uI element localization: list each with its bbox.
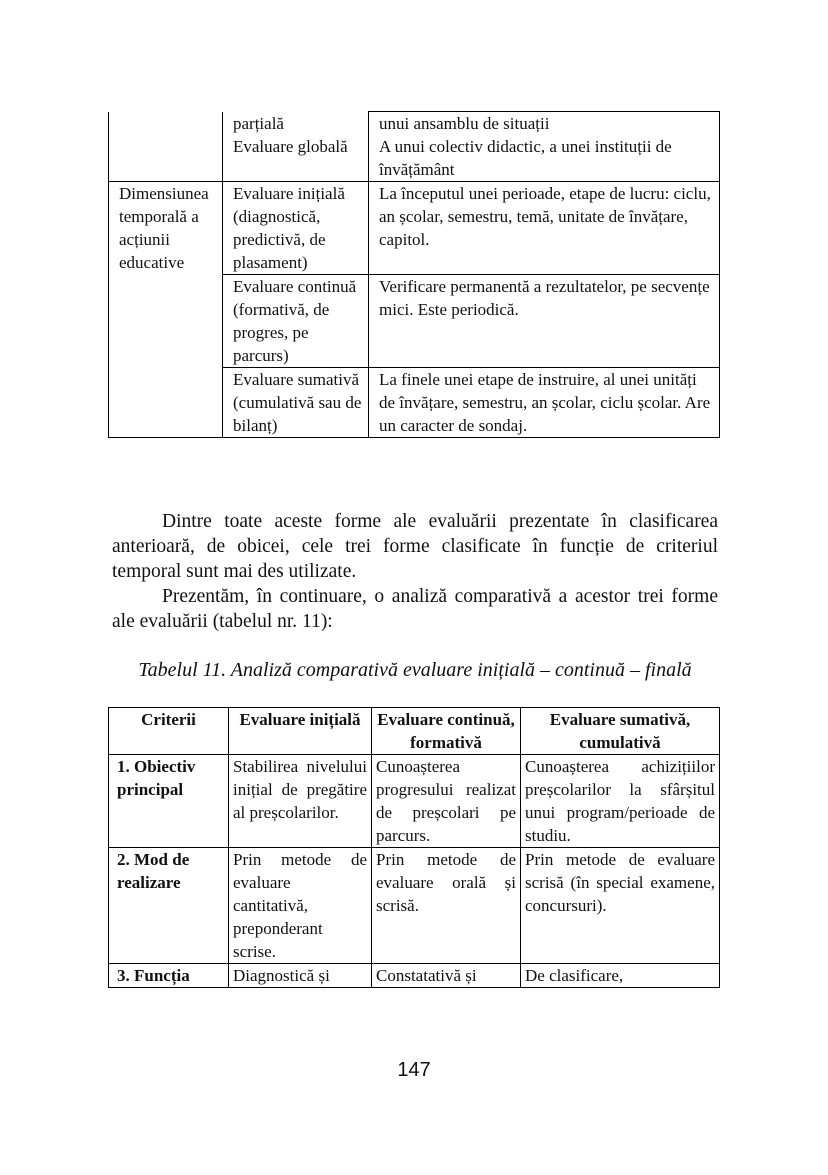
header-summative: Evaluare sumativă, cumulativă [521, 708, 720, 755]
header-criteria: Criterii [109, 708, 229, 755]
table-cell: Cunoașterea achizițiilor preșcolarilor la sfârșitul unui program/perioade de studiu. [521, 755, 720, 848]
criteria-cell: 3. Funcția [109, 964, 229, 988]
table-header-row [109, 708, 720, 755]
table-cell: La începutul unei perioade, etape de lucru: ciclu, an școlar, semestru, temă, unitate de învățare, capitol. [369, 182, 720, 275]
table-cell: La finele unei etape de instruire, al unei unități de învățare, semestru, an școlar, ciclu școlar. Are un caracter de sondaj. [369, 368, 720, 438]
criteria-cell: 2. Mod de realizare [109, 848, 229, 964]
table-cell: De clasificare, [521, 964, 720, 988]
paragraph-2-text: Prezentăm, în continuare, o analiză comparativă a acestor trei forme ale evaluării (tabelul nr. 11): [112, 586, 718, 632]
table-cell: Prin metode de evaluare orală și scrisă. [372, 848, 521, 964]
paragraph-2 [112, 584, 718, 634]
table-cell: parțială [223, 112, 369, 136]
header-continuous: Evaluare continuă, formativă [372, 708, 521, 755]
table-cell: Evaluare continuă (formativă, de progres, pe parcurs) [223, 275, 369, 368]
table-row [109, 135, 720, 182]
table-cell: A unui colectiv didactic, a unei instituții de învățământ [369, 135, 720, 182]
table-cell: unui ansamblu de situații [369, 112, 720, 136]
paragraph-1 [112, 509, 718, 584]
table-cell: Prin metode de evaluare cantitativă, preponderant scrise. [229, 848, 372, 964]
table-caption: Tabelul 11. Analiză comparativă evaluare inițială – continuă – finală [138, 659, 692, 681]
table-row [109, 182, 720, 275]
table-row [109, 112, 720, 136]
classification-table [108, 111, 720, 438]
table-cell: Evaluare inițială (diagnostică, predictivă, de plasament) [223, 182, 369, 275]
table-cell [109, 112, 223, 136]
page-number: 147 [397, 1059, 431, 1081]
table-cell: Evaluare globală [223, 135, 369, 182]
table-cell: Stabilirea nivelului inițial de pregătire al preșcolarilor. [229, 755, 372, 848]
dimension-cell: Dimensiunea temporală a acțiunii educative [109, 182, 223, 438]
table-cell: Prin metode de evaluare scrisă (în special examene, concursuri). [521, 848, 720, 964]
table-cell: Verificare permanentă a rezultatelor, pe secvențe mici. Este periodică. [369, 275, 720, 368]
table-cell: Evaluare sumativă (cumulativă sau de bilanț) [223, 368, 369, 438]
paragraph-1-text: Dintre toate aceste forme ale evaluării prezentate în clasificarea anterioară, de obicei, cele trei forme clasificate în funcție de criteriul temporal sunt mai des utilizate. [112, 511, 718, 582]
table-cell: Constatativă și [372, 964, 521, 988]
table-cell [109, 135, 223, 182]
table-cell: Cunoașterea progresului realizat de preșcolari pe parcurs. [372, 755, 521, 848]
table-cell: Diagnostică și [229, 964, 372, 988]
table-row [109, 848, 720, 964]
table-row [109, 755, 720, 848]
comparison-table [108, 707, 720, 988]
header-initial: Evaluare inițială [229, 708, 372, 755]
table-row [109, 964, 720, 988]
criteria-cell: 1. Obiectiv principal [109, 755, 229, 848]
